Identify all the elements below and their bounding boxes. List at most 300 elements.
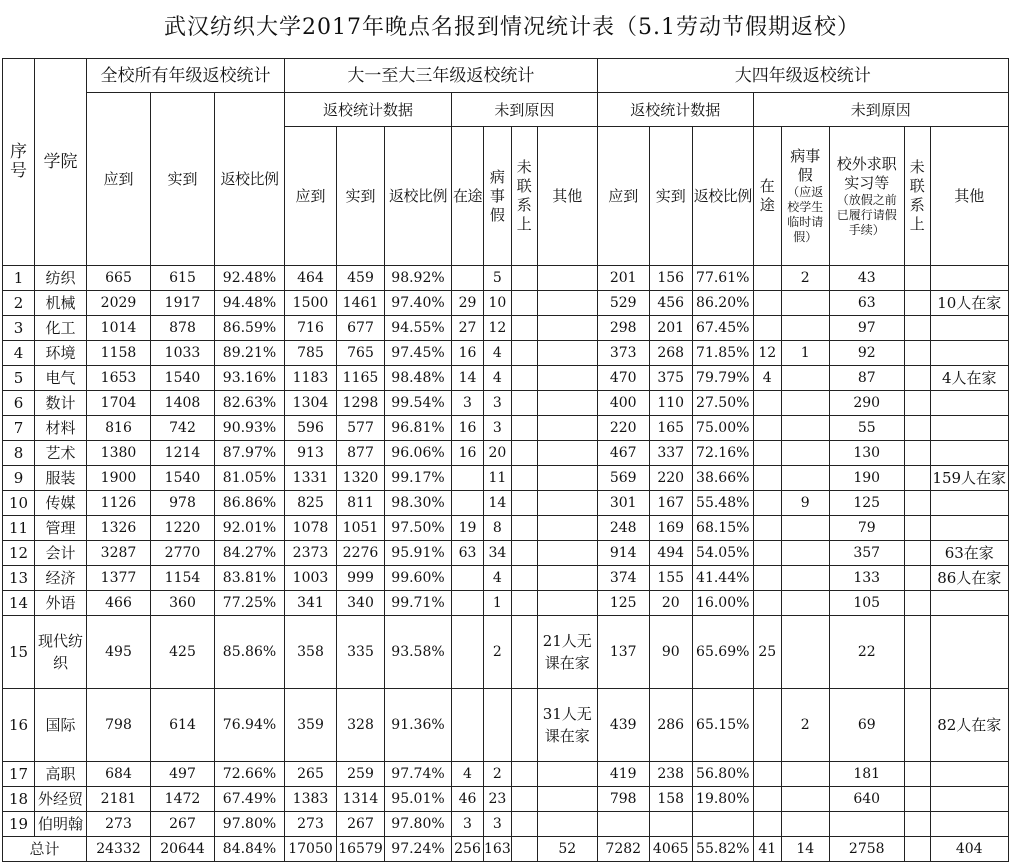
cell-all-ratio: 77.25% (215, 591, 285, 616)
cell-sen-job (829, 812, 904, 837)
cell-sen-sick (781, 616, 829, 689)
cell-low-exp: 1500 (285, 291, 337, 316)
row-college: 纺织 (35, 266, 87, 291)
all-ratio-header: 返校比例 (215, 93, 285, 266)
cell-sen-exp (597, 812, 649, 837)
cell-all-exp: 3287 (87, 541, 151, 566)
total-sen-exp: 7282 (597, 837, 649, 862)
cell-all-act: 1540 (151, 366, 215, 391)
cell-sen-nocontact (904, 591, 930, 616)
cell-low-exp: 341 (285, 591, 337, 616)
cell-low-exp: 273 (285, 812, 337, 837)
cell-low-other (537, 341, 597, 366)
cell-sen-sick (781, 441, 829, 466)
cell-all-act: 878 (151, 316, 215, 341)
cell-low-act: 328 (337, 689, 385, 762)
cell-low-sick: 11 (484, 466, 512, 491)
cell-low-ratio: 97.80% (385, 812, 452, 837)
cell-low-other (537, 566, 597, 591)
cell-low-exp: 596 (285, 416, 337, 441)
table-row (3, 366, 1009, 391)
cell-sen-onway (753, 291, 781, 316)
cell-sen-job: 43 (829, 266, 904, 291)
cell-all-exp: 1014 (87, 316, 151, 341)
cell-sen-job: 79 (829, 516, 904, 541)
row-college: 国际 (35, 689, 87, 762)
cell-sen-other: 159人在家 (930, 466, 1008, 491)
cell-low-act: 877 (337, 441, 385, 466)
cell-all-ratio: 86.59% (215, 316, 285, 341)
cell-sen-onway (753, 762, 781, 787)
cell-low-act: 811 (337, 491, 385, 516)
cell-low-sick: 8 (484, 516, 512, 541)
cell-all-exp: 2181 (87, 787, 151, 812)
row-seq: 18 (3, 787, 35, 812)
cell-low-act: 577 (337, 416, 385, 441)
cell-low-other (537, 416, 597, 441)
cell-sen-act: 169 (649, 516, 692, 541)
cell-sen-act: 20 (649, 591, 692, 616)
cell-sen-act: 220 (649, 466, 692, 491)
cell-sen-other (930, 391, 1008, 416)
cell-low-sick: 10 (484, 291, 512, 316)
cell-sen-ratio: 55.48% (692, 491, 753, 516)
cell-sen-nocontact (904, 366, 930, 391)
cell-all-ratio: 89.21% (215, 341, 285, 366)
table-row (3, 516, 1009, 541)
cell-sen-ratio: 72.16% (692, 441, 753, 466)
row-seq: 19 (3, 812, 35, 837)
cell-low-onway: 3 (452, 812, 484, 837)
cell-sen-other (930, 341, 1008, 366)
cell-sen-act: 90 (649, 616, 692, 689)
cell-sen-job: 181 (829, 762, 904, 787)
cell-low-other (537, 291, 597, 316)
cell-sen-onway (753, 316, 781, 341)
cell-all-ratio: 85.86% (215, 616, 285, 689)
cell-sen-onway (753, 466, 781, 491)
cell-low-ratio: 97.40% (385, 291, 452, 316)
cell-sen-nocontact (904, 416, 930, 441)
row-seq: 8 (3, 441, 35, 466)
cell-sen-act (649, 812, 692, 837)
cell-low-exp: 464 (285, 266, 337, 291)
cell-sen-other: 82人在家 (930, 689, 1008, 762)
return-statistics-table (2, 58, 1009, 862)
cell-all-ratio: 86.86% (215, 491, 285, 516)
cell-sen-sick (781, 316, 829, 341)
cell-low-other: 21人无课在家 (537, 616, 597, 689)
row-college: 现代纺织 (35, 616, 87, 689)
cell-sen-onway (753, 591, 781, 616)
cell-low-nocontact (511, 541, 537, 566)
total-sen-other: 404 (930, 837, 1008, 862)
cell-low-nocontact (511, 266, 537, 291)
row-seq: 10 (3, 491, 35, 516)
senior-stats-header: 返校统计数据 (597, 93, 753, 127)
cell-low-act: 1298 (337, 391, 385, 416)
cell-low-sick: 34 (484, 541, 512, 566)
cell-low-nocontact (511, 441, 537, 466)
cell-low-sick: 12 (484, 316, 512, 341)
cell-all-exp: 466 (87, 591, 151, 616)
cell-all-ratio: 97.80% (215, 812, 285, 837)
cell-low-onway: 27 (452, 316, 484, 341)
cell-sen-sick: 2 (781, 266, 829, 291)
cell-all-ratio: 72.66% (215, 762, 285, 787)
cell-all-exp: 798 (87, 689, 151, 762)
cell-low-sick: 2 (484, 762, 512, 787)
cell-sen-sick: 9 (781, 491, 829, 516)
row-college: 环境 (35, 341, 87, 366)
group-lower-header: 大一至大三年级返校统计 (285, 59, 598, 93)
senior-onway-header: 在途 (753, 127, 781, 266)
row-college: 艺术 (35, 441, 87, 466)
cell-all-ratio: 93.16% (215, 366, 285, 391)
cell-all-act: 978 (151, 491, 215, 516)
cell-sen-ratio: 19.80% (692, 787, 753, 812)
lower-actual-header: 实到 (337, 127, 385, 266)
cell-sen-job: 190 (829, 466, 904, 491)
cell-sen-job: 357 (829, 541, 904, 566)
total-low-onway: 256 (452, 837, 484, 862)
cell-sen-job: 63 (829, 291, 904, 316)
cell-sen-onway (753, 266, 781, 291)
cell-sen-other: 86人在家 (930, 566, 1008, 591)
total-low-exp: 17050 (285, 837, 337, 862)
cell-low-nocontact (511, 516, 537, 541)
cell-sen-ratio: 68.15% (692, 516, 753, 541)
cell-all-act: 614 (151, 689, 215, 762)
cell-low-sick: 3 (484, 416, 512, 441)
cell-sen-nocontact (904, 516, 930, 541)
cell-sen-job: 640 (829, 787, 904, 812)
cell-sen-job: 125 (829, 491, 904, 516)
cell-low-sick (484, 689, 512, 762)
cell-sen-nocontact (904, 787, 930, 812)
table-row (3, 391, 1009, 416)
cell-all-exp: 1377 (87, 566, 151, 591)
lower-stats-header: 返校统计数据 (285, 93, 452, 127)
cell-all-exp: 273 (87, 812, 151, 837)
cell-sen-nocontact (904, 291, 930, 316)
senior-sick-note: （应返校学生临时请假） (787, 185, 824, 244)
cell-low-sick: 5 (484, 266, 512, 291)
row-seq: 12 (3, 541, 35, 566)
college-header: 学院 (35, 59, 87, 266)
cell-sen-exp: 467 (597, 441, 649, 466)
total-sen-sick: 14 (781, 837, 829, 862)
table-row (3, 491, 1009, 516)
cell-low-onway (452, 466, 484, 491)
cell-low-exp: 1003 (285, 566, 337, 591)
row-college: 传媒 (35, 491, 87, 516)
cell-low-onway: 16 (452, 416, 484, 441)
all-expected-header: 应到 (87, 93, 151, 266)
cell-all-ratio: 76.94% (215, 689, 285, 762)
cell-all-act: 1033 (151, 341, 215, 366)
row-seq: 11 (3, 516, 35, 541)
total-all-act: 20644 (151, 837, 215, 862)
cell-all-act: 497 (151, 762, 215, 787)
cell-all-act: 1154 (151, 566, 215, 591)
row-seq: 14 (3, 591, 35, 616)
table-row (3, 341, 1009, 366)
sheet-title: 武汉纺织大学2017年晚点名报到情况统计表（5.1劳动节假期返校） (164, 15, 860, 40)
cell-sen-nocontact (904, 566, 930, 591)
cell-sen-ratio: 41.44% (692, 566, 753, 591)
cell-all-exp: 816 (87, 416, 151, 441)
cell-all-ratio: 81.05% (215, 466, 285, 491)
cell-low-other (537, 491, 597, 516)
cell-low-exp: 358 (285, 616, 337, 689)
cell-sen-job: 87 (829, 366, 904, 391)
cell-sen-nocontact (904, 316, 930, 341)
cell-low-sick: 1 (484, 591, 512, 616)
cell-sen-ratio (692, 812, 753, 837)
cell-sen-exp: 373 (597, 341, 649, 366)
cell-low-exp: 1383 (285, 787, 337, 812)
cell-low-nocontact (511, 762, 537, 787)
cell-sen-ratio: 79.79% (692, 366, 753, 391)
cell-sen-job: 69 (829, 689, 904, 762)
cell-sen-ratio: 77.61% (692, 266, 753, 291)
table-row (3, 812, 1009, 837)
cell-low-nocontact (511, 366, 537, 391)
cell-sen-sick (781, 541, 829, 566)
cell-low-ratio: 95.91% (385, 541, 452, 566)
cell-low-act: 335 (337, 616, 385, 689)
cell-sen-ratio: 65.69% (692, 616, 753, 689)
cell-all-exp: 1653 (87, 366, 151, 391)
cell-low-nocontact (511, 291, 537, 316)
cell-low-ratio: 98.48% (385, 366, 452, 391)
cell-low-onway (452, 591, 484, 616)
cell-sen-nocontact (904, 541, 930, 566)
cell-sen-act: 155 (649, 566, 692, 591)
cell-sen-ratio: 67.45% (692, 316, 753, 341)
row-seq: 1 (3, 266, 35, 291)
cell-sen-onway (753, 787, 781, 812)
cell-sen-job: 130 (829, 441, 904, 466)
lower-ratio-header: 返校比例 (385, 127, 452, 266)
row-college: 外经贸 (35, 787, 87, 812)
table-row (3, 416, 1009, 441)
cell-low-other (537, 316, 597, 341)
cell-low-act: 267 (337, 812, 385, 837)
senior-job-header (829, 127, 904, 266)
cell-sen-sick: 2 (781, 689, 829, 762)
cell-all-ratio: 94.48% (215, 291, 285, 316)
cell-sen-act: 286 (649, 689, 692, 762)
header-row-subgroups (3, 93, 1009, 127)
cell-sen-sick: 1 (781, 341, 829, 366)
cell-low-other (537, 541, 597, 566)
cell-sen-exp: 470 (597, 366, 649, 391)
cell-low-ratio: 99.17% (385, 466, 452, 491)
cell-all-act: 267 (151, 812, 215, 837)
cell-low-exp: 2373 (285, 541, 337, 566)
cell-sen-exp: 301 (597, 491, 649, 516)
table-body (3, 59, 1009, 862)
cell-sen-ratio: 38.66% (692, 466, 753, 491)
cell-all-act: 1408 (151, 391, 215, 416)
total-row (3, 837, 1009, 862)
cell-sen-onway: 12 (753, 341, 781, 366)
cell-low-other (537, 441, 597, 466)
cell-all-ratio: 92.48% (215, 266, 285, 291)
cell-sen-other (930, 762, 1008, 787)
cell-low-ratio: 94.55% (385, 316, 452, 341)
row-college: 外语 (35, 591, 87, 616)
cell-sen-other (930, 266, 1008, 291)
cell-sen-onway (753, 689, 781, 762)
cell-low-act: 2276 (337, 541, 385, 566)
cell-sen-job: 55 (829, 416, 904, 441)
cell-sen-onway: 4 (753, 366, 781, 391)
table-row (3, 591, 1009, 616)
cell-low-sick: 14 (484, 491, 512, 516)
cell-low-nocontact (511, 466, 537, 491)
table-row (3, 787, 1009, 812)
cell-low-act: 1461 (337, 291, 385, 316)
cell-sen-nocontact (904, 441, 930, 466)
cell-sen-sick (781, 591, 829, 616)
cell-sen-exp: 439 (597, 689, 649, 762)
cell-sen-other (930, 491, 1008, 516)
cell-sen-onway (753, 516, 781, 541)
senior-sick-title: 病事假 (790, 147, 821, 184)
group-senior-header: 大四年级返校统计 (597, 59, 1008, 93)
cell-sen-act: 268 (649, 341, 692, 366)
cell-sen-other (930, 441, 1008, 466)
cell-low-nocontact (511, 616, 537, 689)
cell-sen-act: 158 (649, 787, 692, 812)
row-seq: 16 (3, 689, 35, 762)
cell-sen-ratio: 86.20% (692, 291, 753, 316)
cell-sen-onway: 25 (753, 616, 781, 689)
cell-low-exp: 265 (285, 762, 337, 787)
cell-all-act: 615 (151, 266, 215, 291)
row-seq: 4 (3, 341, 35, 366)
cell-sen-act: 110 (649, 391, 692, 416)
cell-all-ratio: 90.93% (215, 416, 285, 441)
table-row (3, 466, 1009, 491)
cell-low-act: 677 (337, 316, 385, 341)
table-row (3, 291, 1009, 316)
cell-low-other (537, 266, 597, 291)
cell-sen-act: 337 (649, 441, 692, 466)
cell-sen-act: 201 (649, 316, 692, 341)
header-row-groups (3, 59, 1009, 93)
lower-sick-header: 病事假 (484, 127, 512, 266)
cell-sen-act: 238 (649, 762, 692, 787)
cell-sen-onway (753, 416, 781, 441)
row-seq: 3 (3, 316, 35, 341)
cell-low-act: 1165 (337, 366, 385, 391)
cell-all-exp: 665 (87, 266, 151, 291)
cell-sen-ratio: 75.00% (692, 416, 753, 441)
seq-header: 序号 (3, 59, 35, 266)
cell-low-other (537, 787, 597, 812)
cell-low-nocontact (511, 416, 537, 441)
cell-low-onway: 19 (452, 516, 484, 541)
cell-low-onway: 3 (452, 391, 484, 416)
table-row (3, 566, 1009, 591)
cell-sen-job: 92 (829, 341, 904, 366)
cell-sen-ratio: 56.80% (692, 762, 753, 787)
cell-sen-nocontact (904, 341, 930, 366)
total-low-other: 52 (537, 837, 597, 862)
row-college: 经济 (35, 566, 87, 591)
cell-low-ratio: 96.81% (385, 416, 452, 441)
cell-low-exp: 825 (285, 491, 337, 516)
cell-sen-exp: 529 (597, 291, 649, 316)
cell-sen-nocontact (904, 491, 930, 516)
cell-sen-sick (781, 762, 829, 787)
cell-low-onway: 4 (452, 762, 484, 787)
cell-sen-act: 167 (649, 491, 692, 516)
lower-nocontact-header: 未联系上 (511, 127, 537, 266)
cell-all-act: 1220 (151, 516, 215, 541)
row-seq: 7 (3, 416, 35, 441)
row-college: 会计 (35, 541, 87, 566)
cell-sen-job: 133 (829, 566, 904, 591)
cell-sen-ratio: 54.05% (692, 541, 753, 566)
row-college: 管理 (35, 516, 87, 541)
cell-low-act: 259 (337, 762, 385, 787)
cell-low-exp: 913 (285, 441, 337, 466)
cell-low-onway (452, 566, 484, 591)
senior-expected-header: 应到 (597, 127, 649, 266)
cell-sen-ratio: 27.50% (692, 391, 753, 416)
row-college: 伯明翰 (35, 812, 87, 837)
cell-sen-nocontact (904, 616, 930, 689)
cell-sen-sick (781, 812, 829, 837)
cell-low-other (537, 466, 597, 491)
cell-low-other (537, 391, 597, 416)
cell-sen-other (930, 812, 1008, 837)
cell-sen-exp: 374 (597, 566, 649, 591)
senior-reasons-header: 未到原因 (753, 93, 1008, 127)
cell-all-ratio: 83.81% (215, 566, 285, 591)
cell-all-act: 1214 (151, 441, 215, 466)
cell-low-ratio: 98.92% (385, 266, 452, 291)
cell-sen-exp: 201 (597, 266, 649, 291)
total-low-ratio: 97.24% (385, 837, 452, 862)
cell-sen-act: 494 (649, 541, 692, 566)
cell-sen-ratio: 71.85% (692, 341, 753, 366)
cell-all-exp: 1380 (87, 441, 151, 466)
cell-sen-sick (781, 416, 829, 441)
cell-low-sick: 4 (484, 341, 512, 366)
cell-low-onway: 16 (452, 341, 484, 366)
row-college: 机械 (35, 291, 87, 316)
senior-ratio-header: 返校比例 (692, 127, 753, 266)
cell-sen-ratio: 16.00% (692, 591, 753, 616)
cell-sen-exp: 220 (597, 416, 649, 441)
cell-sen-exp: 798 (597, 787, 649, 812)
senior-job-note: （放假之前已履行请假手续） (836, 192, 897, 237)
cell-low-nocontact (511, 566, 537, 591)
cell-all-exp: 1900 (87, 466, 151, 491)
cell-low-ratio: 98.30% (385, 491, 452, 516)
cell-sen-other (930, 591, 1008, 616)
total-all-exp: 24332 (87, 837, 151, 862)
cell-sen-sick (781, 366, 829, 391)
cell-low-onway: 14 (452, 366, 484, 391)
total-sen-onway: 41 (753, 837, 781, 862)
